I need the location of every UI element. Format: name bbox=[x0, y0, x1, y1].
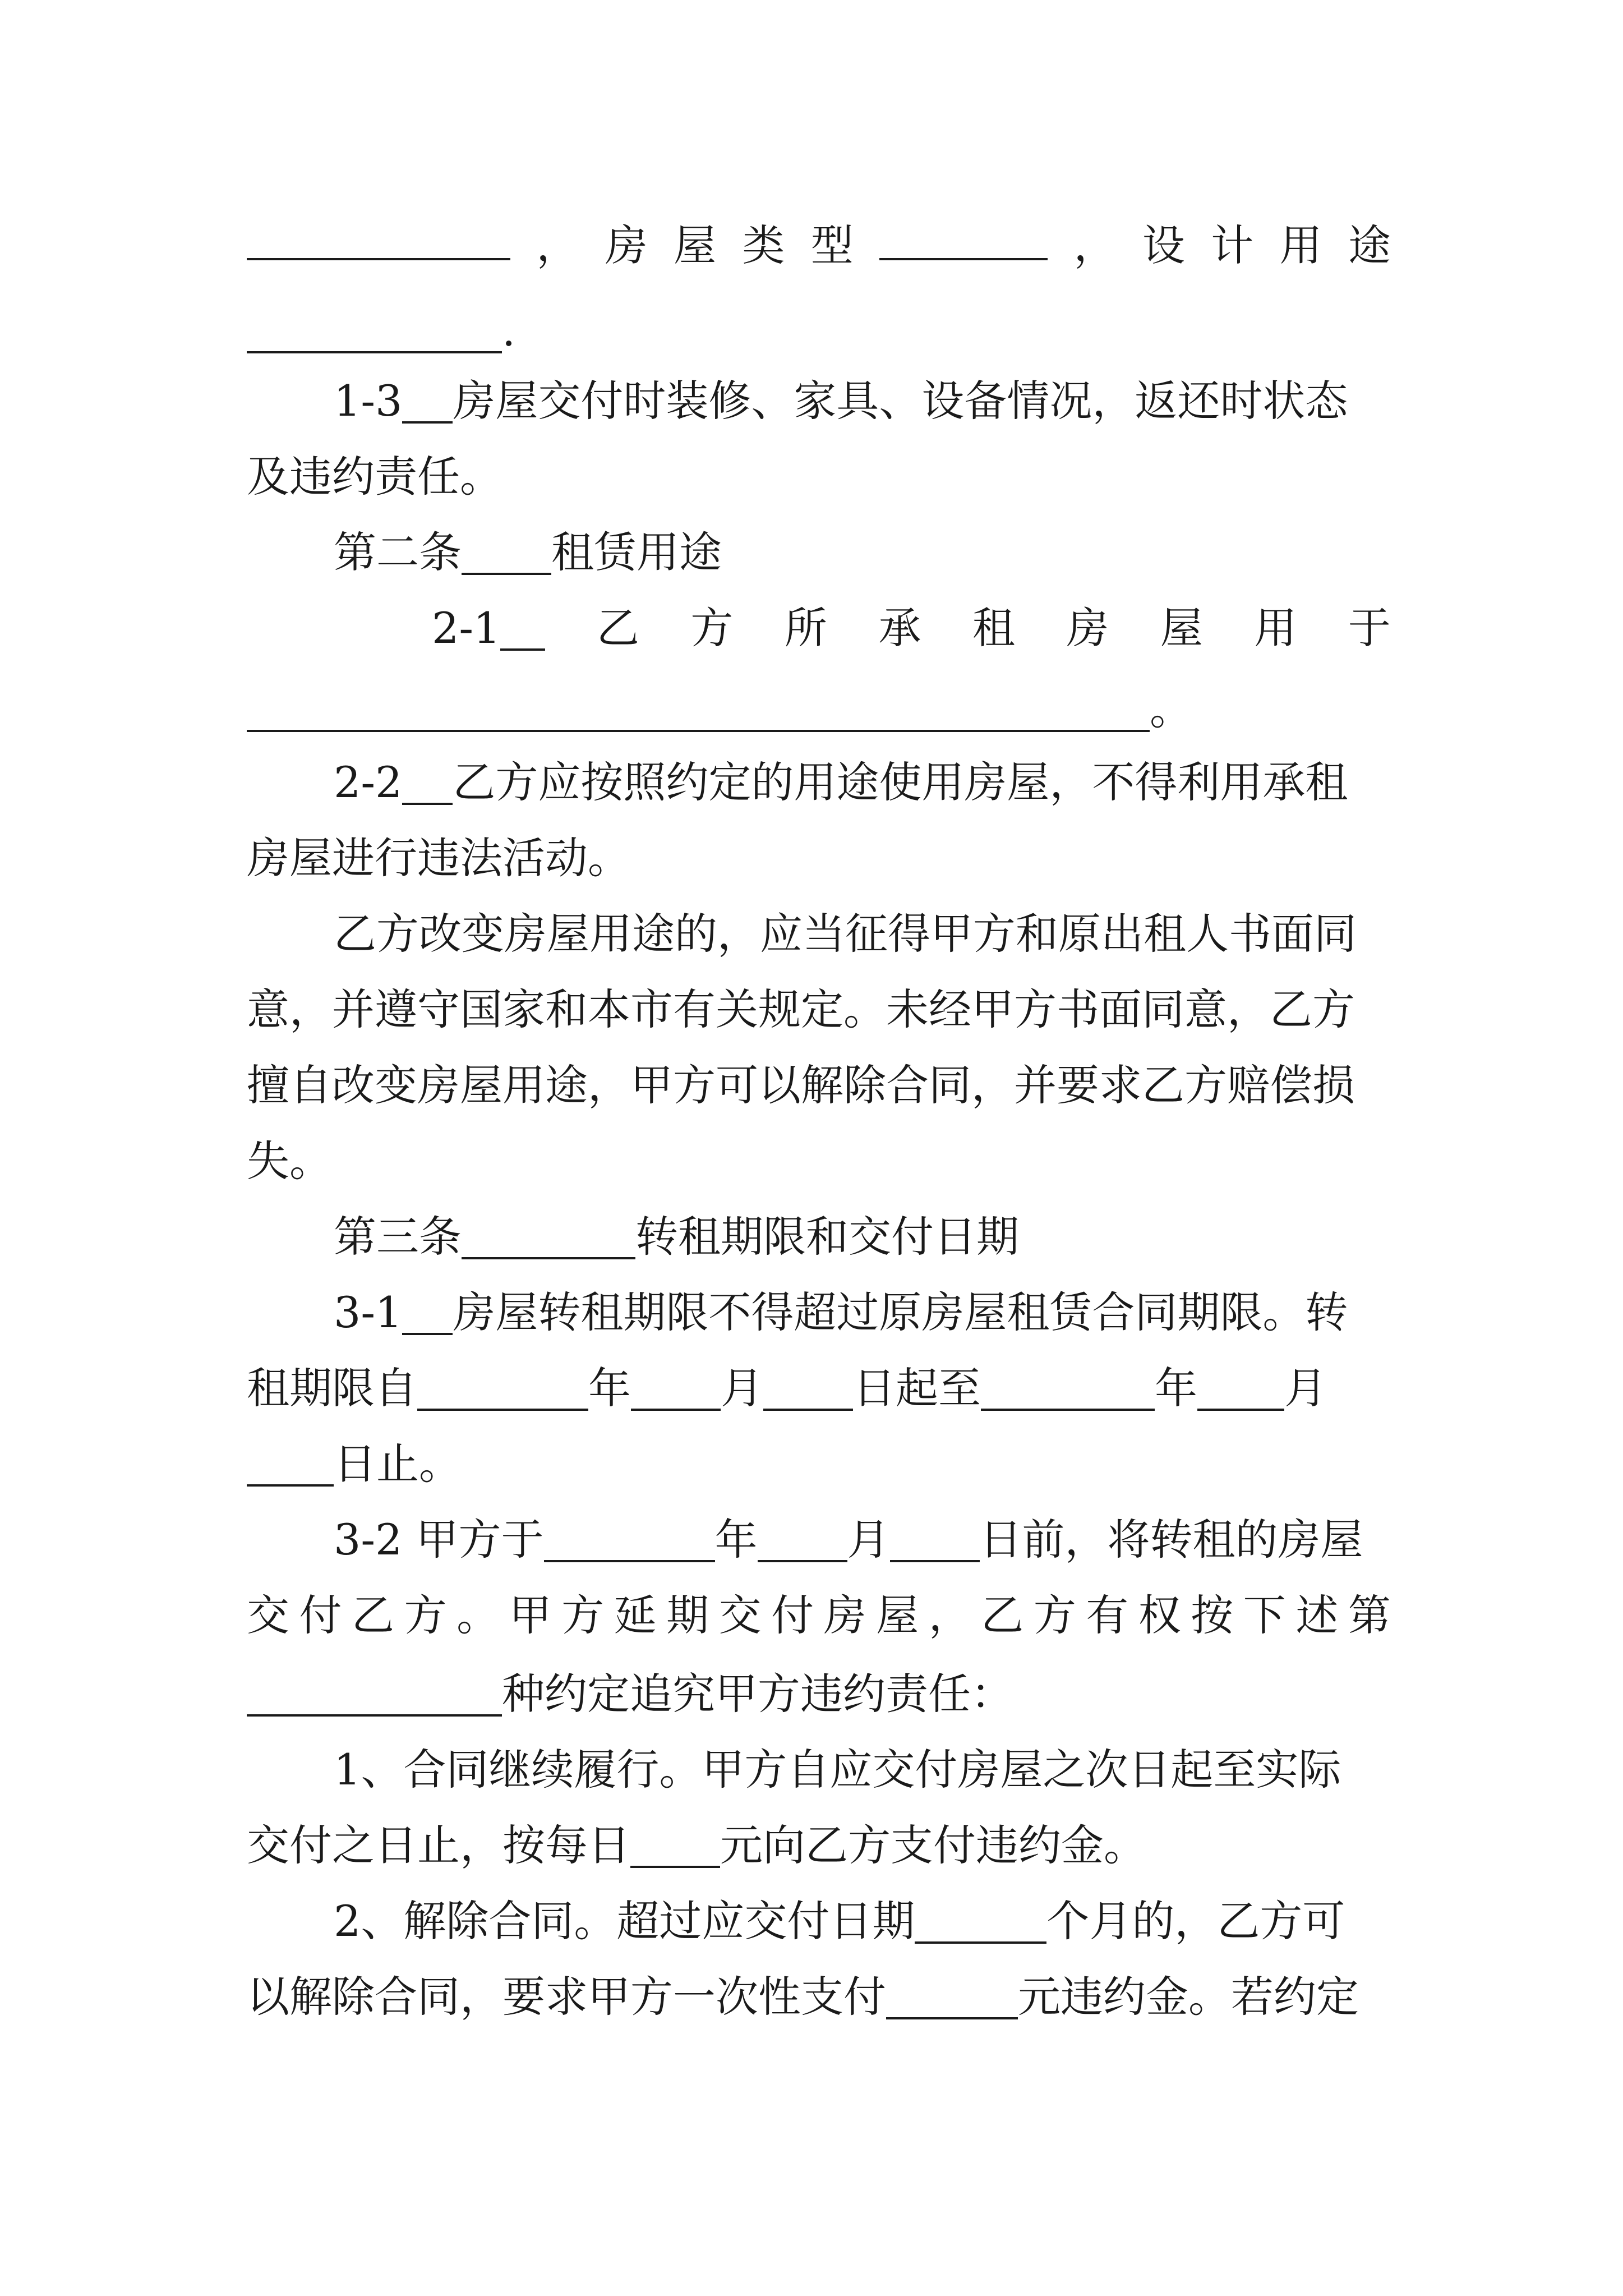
blank-field[interactable] bbox=[763, 1372, 853, 1411]
text: 意，并遵守国家和本市有关规定。未经甲方书面同意，乙方 bbox=[247, 984, 1355, 1034]
text: 以解除合同，要求甲方一次性支付 bbox=[247, 1972, 886, 2022]
text: 元向乙方支付违约金。 bbox=[720, 1820, 1146, 1870]
text: 途 bbox=[1348, 220, 1391, 270]
text: 失。 bbox=[247, 1136, 332, 1186]
text: 屋 bbox=[674, 220, 717, 270]
blank-field[interactable] bbox=[915, 1904, 1046, 1944]
clause-number: 3-1 bbox=[334, 1287, 403, 1337]
paragraph-line bbox=[247, 1660, 1391, 1728]
text: 型 bbox=[810, 220, 854, 270]
text: 年 bbox=[1155, 1363, 1197, 1413]
blank-field[interactable] bbox=[462, 1220, 635, 1259]
text: 月 bbox=[847, 1515, 890, 1565]
text: 日起至 bbox=[853, 1363, 981, 1413]
text: 房 bbox=[605, 220, 648, 270]
paragraph-line bbox=[247, 1582, 1391, 1649]
blank-field[interactable] bbox=[247, 314, 502, 353]
text: 于 bbox=[1348, 603, 1391, 653]
blank-field[interactable] bbox=[247, 1677, 502, 1717]
option-2 bbox=[247, 1888, 1391, 1955]
text: 交付之日止，按每日 bbox=[247, 1820, 630, 1870]
text: 交 bbox=[718, 1590, 762, 1640]
blank-field[interactable] bbox=[544, 1523, 715, 1562]
blank-field[interactable] bbox=[886, 1980, 1018, 2019]
text: 延 bbox=[614, 1590, 657, 1640]
paragraph-line bbox=[247, 976, 1391, 1043]
clause-number: 2-2 bbox=[334, 757, 403, 807]
text: 租 bbox=[972, 603, 1015, 653]
blank-field[interactable] bbox=[879, 221, 1048, 260]
blank-field[interactable] bbox=[981, 1372, 1155, 1411]
text: 下 bbox=[1243, 1590, 1286, 1640]
article-3-heading bbox=[247, 1203, 1391, 1271]
text: 元违约金。若约定 bbox=[1018, 1972, 1359, 2022]
blank-field[interactable] bbox=[1197, 1372, 1284, 1411]
paragraph-line bbox=[247, 1963, 1391, 2031]
text: ， bbox=[536, 220, 579, 270]
text: 付 bbox=[771, 1590, 814, 1640]
line-house-type bbox=[247, 212, 1391, 279]
text: 第 bbox=[1348, 1590, 1391, 1640]
blank-field[interactable] bbox=[247, 1447, 334, 1487]
text: 租期限自 bbox=[247, 1363, 417, 1413]
text: 按 bbox=[1191, 1590, 1234, 1640]
clause-1-3 bbox=[247, 367, 1391, 435]
text: 述 bbox=[1295, 1590, 1339, 1640]
text: 乙方改变房屋用途的，应当征得甲方和原出租人书面同 bbox=[334, 909, 1357, 959]
text: 设 bbox=[1142, 220, 1185, 270]
text: 年 bbox=[714, 1515, 758, 1565]
text: 日前，将转租的房屋 bbox=[979, 1515, 1363, 1565]
paragraph-line bbox=[247, 1052, 1391, 1119]
blank-field[interactable] bbox=[402, 384, 453, 424]
blank-field[interactable] bbox=[630, 1829, 720, 1868]
text: 期 bbox=[666, 1590, 709, 1640]
text: 方 bbox=[690, 603, 734, 653]
text: 权 bbox=[1138, 1590, 1181, 1640]
text: 乙方应按照约定的用途使用房屋，不得利用承租 bbox=[453, 757, 1348, 807]
text: 方 bbox=[1033, 1590, 1076, 1640]
clause-number-group bbox=[432, 595, 545, 662]
text: 房 bbox=[1066, 603, 1109, 653]
text: . bbox=[502, 306, 516, 356]
text: 房屋转租期限不得超过原房屋租赁合同期限。转 bbox=[453, 1287, 1348, 1337]
text: 。 bbox=[457, 1590, 500, 1640]
clause-number: 1-3 bbox=[334, 376, 403, 426]
text: 年 bbox=[588, 1363, 631, 1413]
text: 月 bbox=[1284, 1363, 1327, 1413]
clause-number: 2-1 bbox=[432, 603, 501, 653]
text: 。 bbox=[1150, 684, 1192, 734]
blank-field[interactable] bbox=[631, 1372, 721, 1411]
text: 乙 bbox=[981, 1590, 1024, 1640]
paragraph-line bbox=[247, 1812, 1391, 1879]
blank-field[interactable] bbox=[247, 693, 1150, 732]
text: 承 bbox=[878, 603, 921, 653]
clause-2-1 bbox=[247, 595, 1391, 662]
text: 及违约责任。 bbox=[247, 452, 502, 501]
clause-3-2 bbox=[247, 1506, 1391, 1573]
line-usage-blank bbox=[247, 676, 1391, 743]
text: 有 bbox=[1086, 1590, 1129, 1640]
text: 类 bbox=[742, 220, 785, 270]
text: 3-2 甲方于 bbox=[334, 1515, 544, 1565]
paragraph-line bbox=[247, 900, 1391, 968]
text: ， bbox=[928, 1590, 971, 1640]
article-title: 转租期限和交付日期 bbox=[635, 1212, 1019, 1262]
article-title: 租赁用途 bbox=[551, 527, 722, 577]
text: ， bbox=[1073, 220, 1117, 270]
text: 甲 bbox=[509, 1590, 552, 1640]
text: 房屋进行违法活动。 bbox=[247, 833, 630, 883]
line-design-use-blank bbox=[247, 297, 1391, 365]
blank-field[interactable] bbox=[402, 766, 453, 805]
article-number: 第三条 bbox=[334, 1212, 462, 1262]
blank-field[interactable] bbox=[417, 1372, 588, 1411]
blank-field[interactable] bbox=[500, 611, 545, 651]
paragraph-line bbox=[247, 1430, 1391, 1498]
paragraph-line bbox=[247, 825, 1391, 892]
text: 个月的，乙方可 bbox=[1046, 1896, 1345, 1946]
clause-2-2 bbox=[247, 749, 1391, 816]
text: 付 bbox=[299, 1590, 342, 1640]
paragraph-line bbox=[247, 443, 1391, 510]
option-1 bbox=[247, 1736, 1391, 1803]
text: 方 bbox=[404, 1590, 447, 1640]
text: 交 bbox=[247, 1590, 289, 1640]
text: 用 bbox=[1254, 603, 1297, 653]
article-number: 第二条 bbox=[334, 527, 462, 577]
text: 2、解除合同。超过应交付日期 bbox=[334, 1896, 915, 1946]
line-sublease-period bbox=[247, 1355, 1391, 1422]
text: 1、合同继续履行。甲方自应交付房屋之次日起至实际 bbox=[334, 1745, 1341, 1795]
text: 乙 bbox=[352, 1590, 395, 1640]
blank-field[interactable] bbox=[247, 221, 510, 260]
text: 乙 bbox=[596, 603, 639, 653]
text: 方 bbox=[561, 1590, 605, 1640]
text: 房屋交付时装修、家具、设备情况，返还时状态 bbox=[453, 376, 1348, 426]
text: 屋 bbox=[876, 1590, 919, 1640]
text: 用 bbox=[1279, 220, 1322, 270]
clause-3-1 bbox=[247, 1279, 1391, 1346]
text: 月 bbox=[721, 1363, 763, 1413]
paragraph-line bbox=[247, 1128, 1391, 1195]
blank-field[interactable] bbox=[402, 1296, 453, 1335]
text: 屋 bbox=[1160, 603, 1203, 653]
text: 房 bbox=[823, 1590, 866, 1640]
blank-field[interactable] bbox=[890, 1523, 980, 1562]
text: 日止。 bbox=[334, 1439, 462, 1489]
text: 所 bbox=[784, 603, 827, 653]
article-2-heading bbox=[247, 519, 1391, 586]
text: 种约定追究甲方违约责任： bbox=[502, 1669, 1013, 1719]
blank-field[interactable] bbox=[462, 536, 551, 575]
blank-field[interactable] bbox=[758, 1523, 847, 1562]
text: 擅自改变房屋用途，甲方可以解除合同，并要求乙方赔偿损 bbox=[247, 1060, 1355, 1110]
text: 计 bbox=[1211, 220, 1254, 270]
